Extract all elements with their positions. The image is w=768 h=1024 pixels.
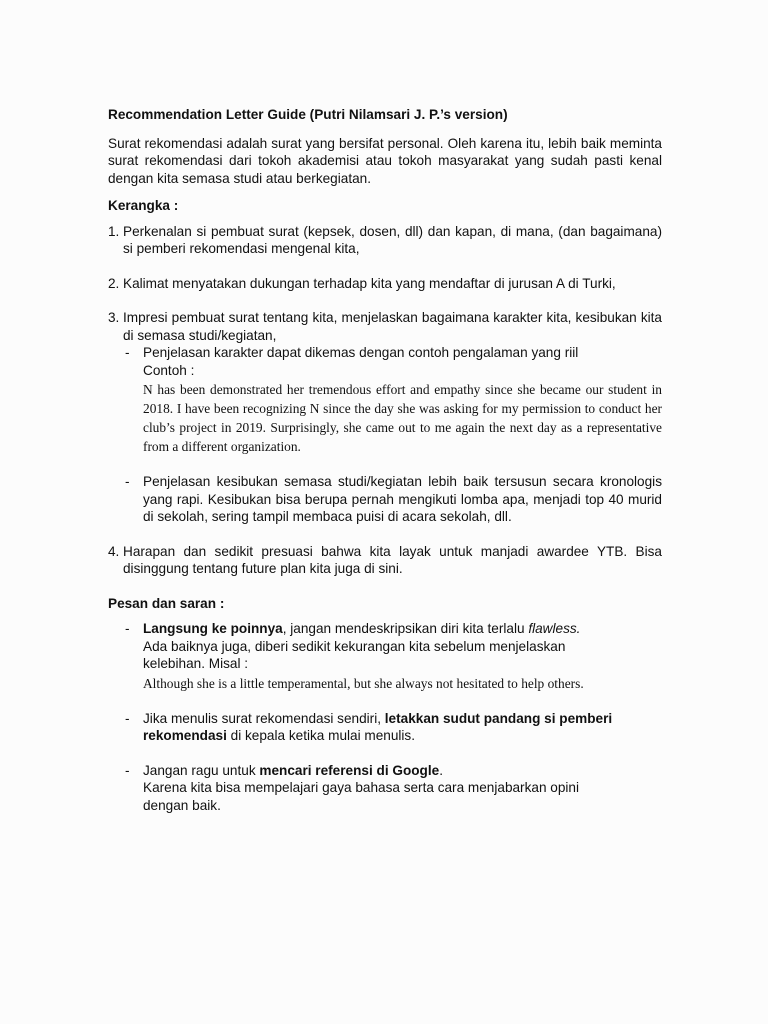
kerangka-item-2: [108, 275, 662, 293]
tip-emphasis: letakkan sudut pandang si pemberi rekomendasi: [143, 710, 613, 743]
item-text: Impresi pembuat surat tentang kita, menjelaskan bagaimana karakter kita, kesibukan kita di semasa studi/kegiatan,: [123, 310, 662, 343]
dash-marker: -: [125, 345, 130, 360]
tip-after: .: [439, 762, 443, 778]
item-number: 1.: [108, 223, 120, 239]
kerangka-item-1: [108, 223, 662, 258]
dash-marker: -: [125, 621, 130, 636]
tip-explanation: Karena kita bisa mempelajari gaya bahasa serta cara menjabarkan opini dengan baik.: [143, 780, 580, 813]
tip-before: Jika menulis surat rekomendasi sendiri,: [143, 710, 385, 726]
activities-subpoint: [123, 473, 662, 526]
tip-rest: , jangan mendeskripsikan diri kita terlalu: [282, 621, 529, 636]
item-number: 2.: [108, 275, 120, 291]
example-label: Contoh :: [143, 362, 195, 378]
dash-marker: -: [125, 710, 130, 726]
item-text: Harapan dan sedikit presuasi bahwa kita layak untuk manjadi awardee YTB. Bisa disinggung tentang future plan kita juga di sini.: [123, 543, 662, 576]
tip-emphasis: Langsung ke poinnya: [143, 621, 283, 636]
subpoint-text: Penjelasan kesibukan semasa studi/kegiatan lebih baik tersusun secara kronologis yang rapi. Kesibukan bisa berupa pernah mengikuti lomba apa, menjadi top 40 murid di sekolah, sering tampil membaca puisi di acara sekolah, dll.: [143, 474, 662, 524]
tip-referensi: [108, 762, 662, 815]
kerangka-heading: Kerangka :: [108, 198, 179, 213]
dash-marker: -: [125, 474, 130, 489]
character-subpoint: [123, 344, 662, 456]
tip-text: [143, 762, 662, 780]
pesan-heading: Pesan dan saran :: [108, 595, 225, 611]
item-text: Perkenalan si pembuat surat (kepsek, dosen, dll) dan kapan, di mana, (dan bagaimana) si pemberi rekomendasi mengenal kita,: [123, 223, 662, 256]
tip-after: di kepala ketika mulai menulis.: [226, 728, 416, 743]
intro-paragraph: Surat rekomendasi adalah surat yang bersifat personal. Oleh karena itu, lebih baik meminta surat rekomendasi dari tokoh akademisi atau tokoh masyarakat yang sudah pasti kenal dengan kita semasa studi atau berkegiatan.: [108, 135, 662, 186]
document-body: [108, 106, 662, 814]
kerangka-item-4: [108, 543, 662, 578]
item-text: Kalimat menyatakan dukungan terhadap kita yang mendaftar di jurusan A di Turki,: [123, 275, 616, 291]
tip-before: Jangan ragu untuk: [143, 762, 260, 778]
character-example: N has been demonstrated her tremendous effort and empathy since she became our student in 2018. I have been recognizing N since the day she was asking for my permission to conduct her club’s project in 2019. Surprisingly, she came out to me again the next day as a representative from a different organization.: [143, 382, 662, 454]
tip-text: [143, 710, 662, 745]
tip-sudut-pandang: [108, 710, 662, 745]
tip-text: [143, 620, 662, 638]
dash-marker: -: [125, 762, 130, 778]
kerangka-item-3: [108, 309, 662, 526]
tip-emphasis: mencari referensi di Google: [259, 762, 440, 778]
tip-langsung: [108, 620, 662, 693]
tip-explanation: Ada baiknya juga, diberi sedikit kekurangan kita sebelum menjelaskan kelebihan. Misal :: [143, 638, 566, 671]
tip-example: Although she is a little temperamental, but she always not hesitated to help others.: [143, 675, 584, 691]
document-title: Recommendation Letter Guide (Putri Nilamsari J. P.’s version): [108, 107, 508, 122]
item-number: 3.: [108, 310, 120, 325]
item-number: 4.: [108, 543, 120, 559]
subpoint-text: Penjelasan karakter dapat dikemas dengan contoh pengalaman yang riil: [143, 345, 579, 360]
tip-italic: flawless.: [528, 621, 581, 636]
